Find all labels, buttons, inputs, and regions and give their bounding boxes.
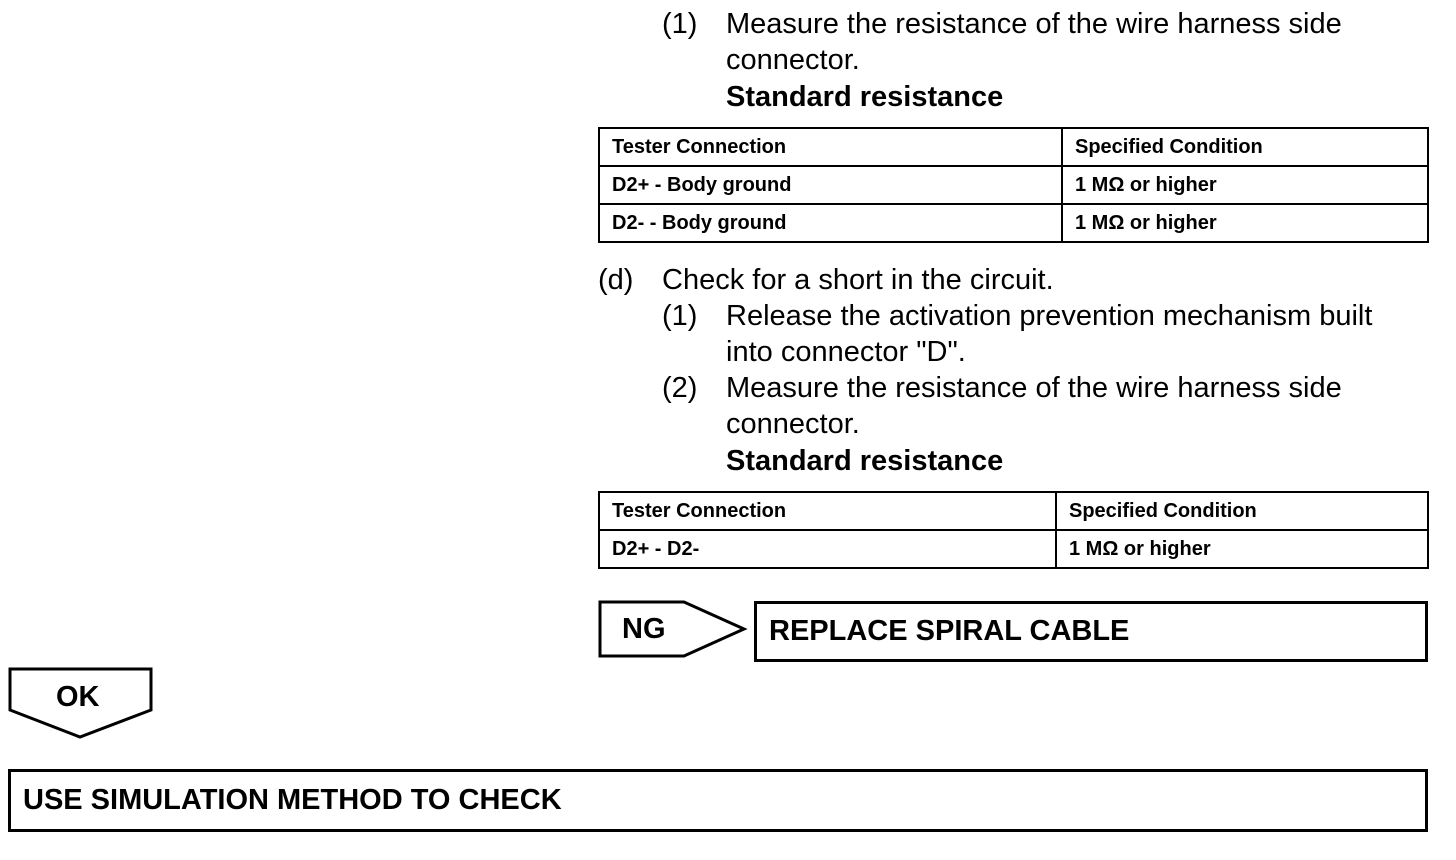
step-d1-line2: into connector "D". (726, 336, 966, 368)
step-d2-line2: connector. (726, 408, 860, 440)
step-c1-line2: connector. (726, 44, 860, 76)
table-cell: 1 MΩ or higher (1062, 204, 1428, 242)
ok-result-box (8, 769, 1428, 832)
ng-result-box (754, 601, 1428, 662)
table-cell: 1 MΩ or higher (1056, 530, 1428, 568)
step-d-text: Check for a short in the circuit. (662, 264, 1054, 296)
step-c1-heading: Standard resistance (726, 81, 1004, 113)
table-header-specified-condition: Specified Condition (1056, 492, 1428, 530)
ng-result-text: REPLACE SPIRAL CABLE (769, 615, 1130, 647)
step-d-letter: (d) (598, 264, 634, 296)
step-d2-number: (2) (662, 372, 698, 404)
ok-label: OK (56, 681, 100, 713)
ok-result-text: USE SIMULATION METHOD TO CHECK (23, 784, 562, 816)
table-header-tester-connection: Tester Connection (599, 492, 1056, 530)
step-d1-line1: Release the activation prevention mechanism built (726, 300, 1373, 332)
table-cell: D2- - Body ground (599, 204, 1062, 242)
table-header-specified-condition: Specified Condition (1062, 128, 1428, 166)
table-cell: 1 MΩ or higher (1062, 166, 1428, 204)
table-header-tester-connection: Tester Connection (599, 128, 1062, 166)
table-cell: D2+ - D2- (599, 530, 1056, 568)
step-d2-line1: Measure the resistance of the wire harness side (726, 372, 1342, 404)
table-cell: D2+ - Body ground (599, 166, 1062, 204)
step-c1-number: (1) (662, 8, 698, 40)
step-d1-number: (1) (662, 300, 698, 332)
ng-label: NG (622, 613, 666, 645)
step-c1-line1: Measure the resistance of the wire harness side (726, 8, 1342, 40)
step-d2-heading: Standard resistance (726, 445, 1004, 477)
